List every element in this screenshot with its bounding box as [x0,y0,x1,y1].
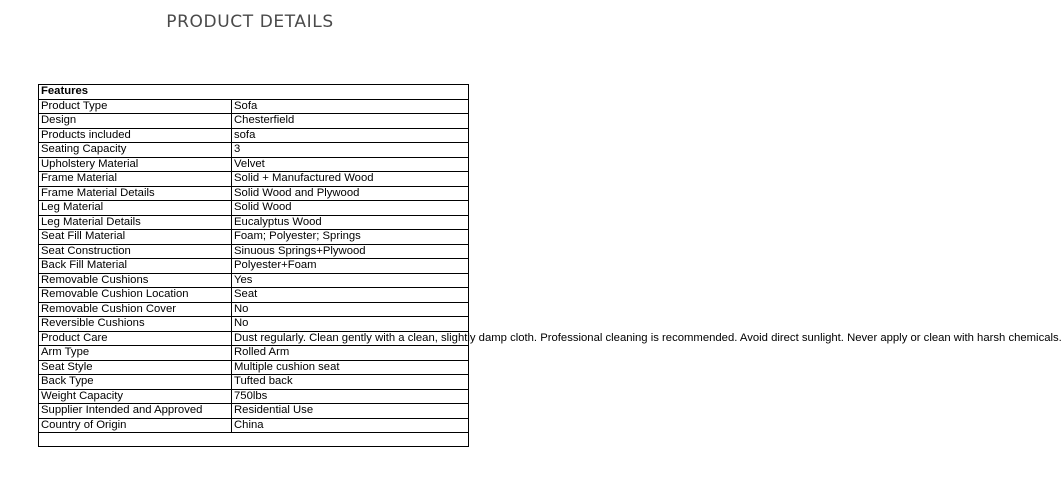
row-label: Products included [39,128,232,143]
table-row [39,418,469,433]
table-row-product-care [39,331,469,346]
row-value: Dust regularly. Clean gently with a clean, slightly damp cloth. Professional cleaning is recommended. Avoid direct sunlight. Never apply or clean with harsh chemicals. [232,331,469,346]
table-row [39,201,469,216]
table-header-row [39,85,469,100]
table-empty-row [39,433,469,447]
row-label: Removable Cushion Location [39,288,232,303]
table-row [39,317,469,332]
row-value: Eucalyptus Wood [232,215,469,230]
row-label: Frame Material [39,172,232,187]
row-value: No [232,302,469,317]
row-label: Weight Capacity [39,389,232,404]
table-row [39,273,469,288]
table-row [39,404,469,419]
row-label: Country of Origin [39,418,232,433]
page-title: PRODUCT DETAILS [166,12,334,32]
row-label: Seating Capacity [39,143,232,158]
row-value: 750lbs [232,389,469,404]
row-value: Multiple cushion seat [232,360,469,375]
row-value: Velvet [232,157,469,172]
table-header-cell: Features [39,85,469,100]
table-row [39,186,469,201]
table-row [39,302,469,317]
row-label: Reversible Cushions [39,317,232,332]
row-value: Yes [232,273,469,288]
table-row [39,346,469,361]
row-label: Product Care [39,331,232,346]
row-label: Arm Type [39,346,232,361]
row-label: Leg Material [39,201,232,216]
row-label: Back Fill Material [39,259,232,274]
row-label: Upholstery Material [39,157,232,172]
table-row [39,128,469,143]
row-value: Sofa [232,99,469,114]
row-label: Removable Cushions [39,273,232,288]
row-label: Removable Cushion Cover [39,302,232,317]
row-value: China [232,418,469,433]
row-value: Residential Use [232,404,469,419]
row-label: Seat Construction [39,244,232,259]
table-row [39,230,469,245]
row-value: Seat [232,288,469,303]
row-label: Leg Material Details [39,215,232,230]
table-row [39,244,469,259]
row-label: Frame Material Details [39,186,232,201]
table-row [39,99,469,114]
row-label: Seat Style [39,360,232,375]
row-value: No [232,317,469,332]
table-row [39,114,469,129]
product-details-table [38,84,1062,447]
table-row [39,389,469,404]
row-value: Solid Wood [232,201,469,216]
row-value: sofa [232,128,469,143]
empty-cell [39,433,469,447]
row-value: 3 [232,143,469,158]
row-value: Solid Wood and Plywood [232,186,469,201]
row-label: Back Type [39,375,232,390]
row-label: Seat Fill Material [39,230,232,245]
table-row [39,360,469,375]
table-row [39,143,469,158]
row-value: Polyester+Foam [232,259,469,274]
table-row [39,172,469,187]
row-label: Supplier Intended and Approved [39,404,232,419]
table-row [39,259,469,274]
row-value: Sinuous Springs+Plywood [232,244,469,259]
table-row [39,375,469,390]
row-label: Product Type [39,99,232,114]
table-row [39,215,469,230]
row-label: Design [39,114,232,129]
row-value: Chesterfield [232,114,469,129]
table-row [39,157,469,172]
table-row [39,288,469,303]
row-value: Rolled Arm [232,346,469,361]
row-value: Solid + Manufactured Wood [232,172,469,187]
row-value: Tufted back [232,375,469,390]
row-value: Foam; Polyester; Springs [232,230,469,245]
